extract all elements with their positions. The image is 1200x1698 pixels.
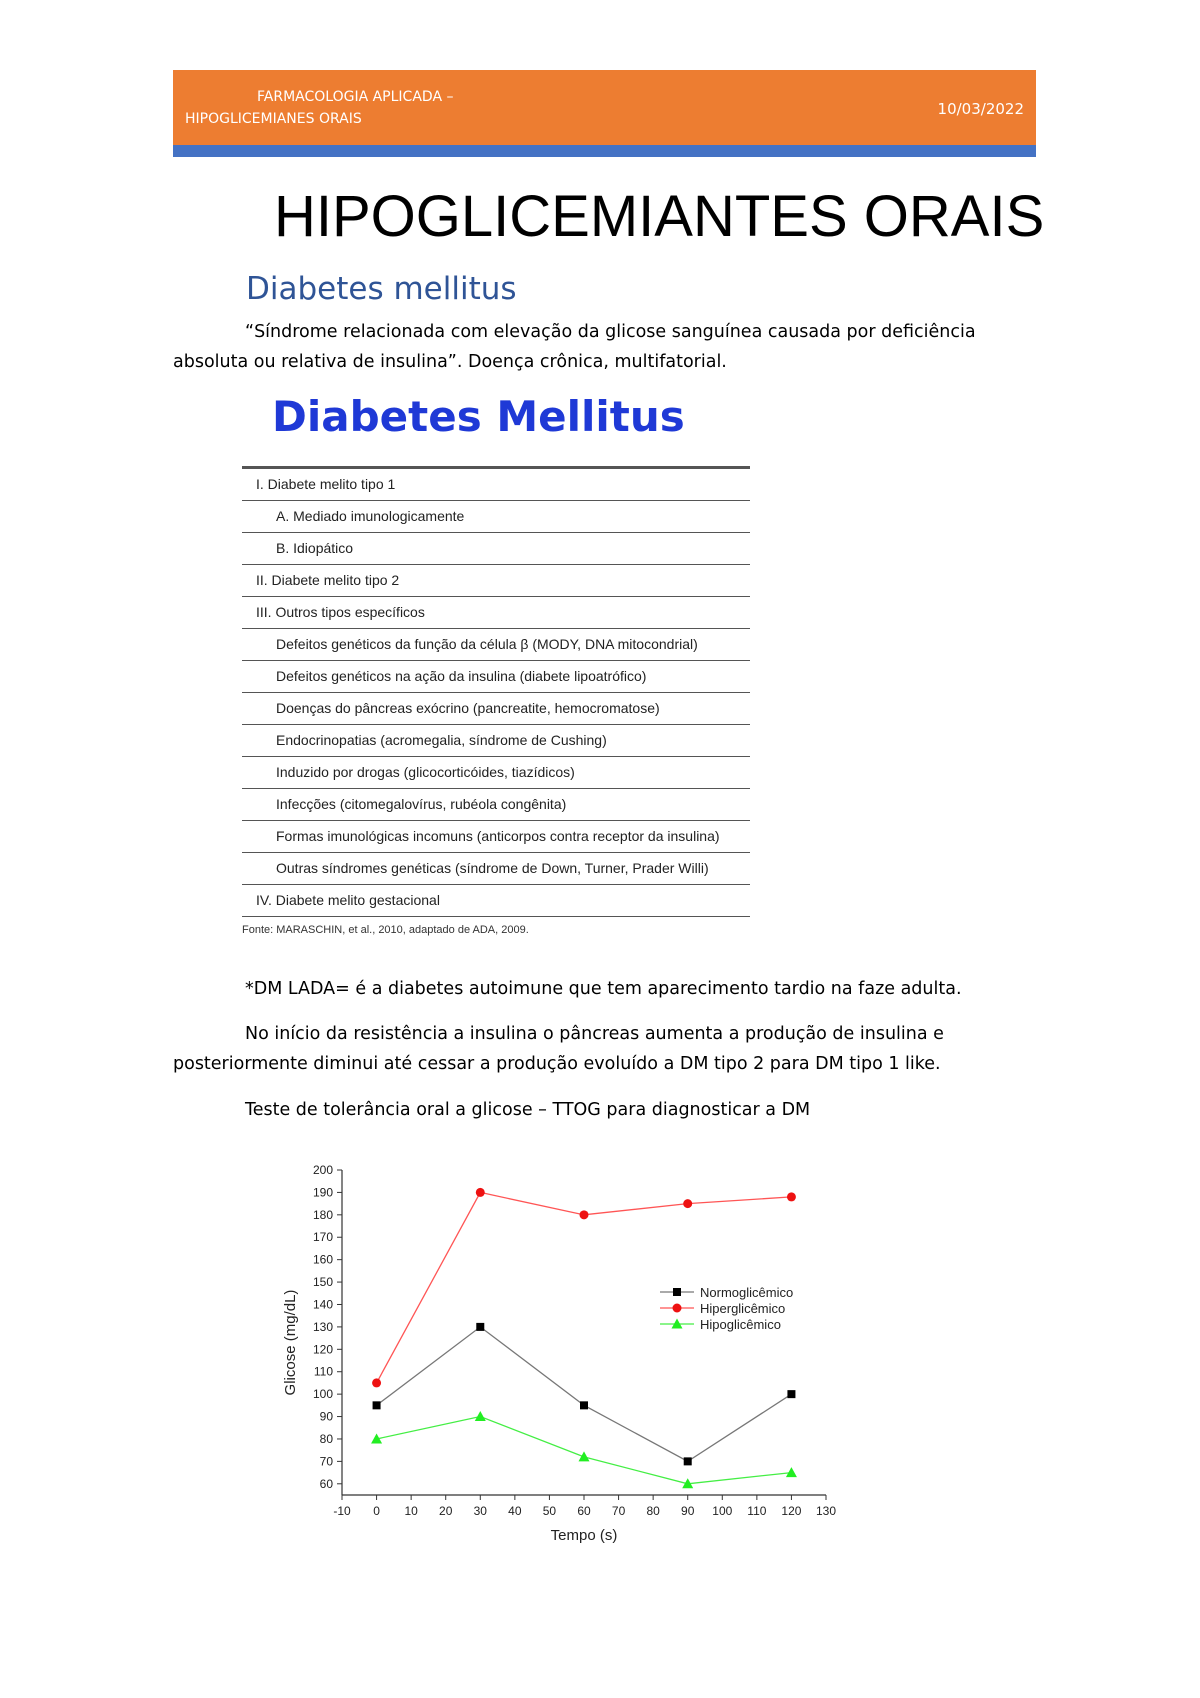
definition-line-1: “Síndrome relacionada com elevação da glicose sanguínea causada por deficiência xyxy=(245,322,976,342)
section-heading: Diabetes mellitus xyxy=(246,271,517,307)
y-tick-label: 100 xyxy=(312,1387,333,1402)
x-tick-label: 10 xyxy=(404,1504,418,1518)
legend-label: Hiperglicêmico xyxy=(700,1301,786,1316)
y-axis-label: Glicose (mg/dL) xyxy=(282,1289,299,1396)
x-tick-label: 90 xyxy=(681,1504,695,1518)
data-point xyxy=(787,1390,795,1398)
x-tick-label: 30 xyxy=(473,1504,487,1518)
classification-table xyxy=(242,466,750,917)
ttog-paragraph xyxy=(173,1095,1053,1125)
table-row: Defeitos genéticos na ação da insulina (diabete lipoatrófico) xyxy=(242,661,750,693)
y-tick-label: 110 xyxy=(313,1364,333,1379)
y-tick-label: 170 xyxy=(312,1230,333,1245)
table-row: B. Idiopático xyxy=(242,533,750,565)
y-tick-label: 120 xyxy=(312,1342,333,1357)
page-header xyxy=(173,70,1036,145)
x-tick-label: 50 xyxy=(542,1504,557,1518)
table-row: Formas imunológicas incomuns (anticorpos contra receptor da insulina) xyxy=(242,821,750,853)
data-point xyxy=(373,1401,381,1409)
table-row: II. Diabete melito tipo 2 xyxy=(242,565,750,597)
definition-paragraph xyxy=(173,317,1053,377)
header-rule xyxy=(173,145,1036,157)
table-row: Induzido por drogas (glicocorticóides, tiazídicos) xyxy=(242,757,750,789)
document-title: HIPOGLICEMIANTES ORAIS xyxy=(274,184,1045,249)
resistance-paragraph xyxy=(173,1019,1053,1079)
header-date: 10/03/2022 xyxy=(937,100,1024,118)
y-tick-label: 80 xyxy=(319,1431,333,1446)
x-tick-label: 40 xyxy=(508,1504,522,1518)
table-row: Infecções (citomegalovírus, rubéola congênita) xyxy=(242,789,750,821)
x-tick-label: 80 xyxy=(646,1504,660,1518)
figure-title: Diabetes Mellitus xyxy=(272,392,685,441)
y-tick-label: 130 xyxy=(312,1319,333,1334)
y-tick-label: 180 xyxy=(312,1207,333,1222)
legend-label: Normoglicêmico xyxy=(700,1285,794,1300)
ttog-text: Teste de tolerância oral a glicose – TTOG para diagnosticar a DM xyxy=(245,1100,811,1120)
x-tick-label: 100 xyxy=(712,1504,733,1518)
x-tick-label: 20 xyxy=(439,1504,453,1518)
x-tick-label: 120 xyxy=(781,1504,802,1518)
classification-figure xyxy=(240,392,760,957)
table-row: Defeitos genéticos da função da célula β (MODY, DNA mitocondrial) xyxy=(242,629,750,661)
data-point xyxy=(684,1457,692,1465)
data-point xyxy=(579,1451,590,1461)
x-axis-label: Tempo (s) xyxy=(550,1527,618,1544)
resistance-line-1: No início da resistência a insulina o pâncreas aumenta a produção de insulina e xyxy=(245,1024,944,1044)
table-row: A. Mediado imunologicamente xyxy=(242,501,750,533)
lada-note xyxy=(173,974,1053,1004)
x-tick-label: 0 xyxy=(373,1504,380,1518)
x-tick-label: 110 xyxy=(747,1504,767,1518)
data-point xyxy=(372,1378,381,1387)
table-row: Outras síndromes genéticas (síndrome de Down, Turner, Prader Willi) xyxy=(242,853,750,885)
data-point xyxy=(786,1467,797,1477)
y-tick-label: 150 xyxy=(312,1275,333,1290)
x-tick-label: -10 xyxy=(333,1504,351,1518)
definition-line-2: absoluta ou relativa de insulina”. Doença crônica, multifatorial. xyxy=(173,352,727,372)
y-tick-label: 90 xyxy=(319,1409,333,1424)
data-point xyxy=(580,1210,589,1219)
table-row: III. Outros tipos específicos xyxy=(242,597,750,629)
y-tick-label: 70 xyxy=(319,1454,333,1469)
data-point xyxy=(683,1199,692,1208)
x-tick-label: 60 xyxy=(577,1504,591,1518)
series-line xyxy=(377,1327,792,1461)
data-point xyxy=(476,1188,485,1197)
data-point xyxy=(475,1411,486,1421)
figure-source: Fonte: MARASCHIN, et al., 2010, adaptado de ADA, 2009. xyxy=(242,924,529,936)
series-line xyxy=(377,1417,792,1484)
x-tick-label: 130 xyxy=(815,1504,837,1518)
header-topic: HIPOGLICEMIANES ORAIS xyxy=(185,111,362,127)
legend-marker xyxy=(673,1304,682,1313)
chart-svg xyxy=(270,1155,860,1555)
y-tick-label: 200 xyxy=(312,1163,333,1177)
y-tick-label: 60 xyxy=(319,1476,333,1491)
table-row: Doenças do pâncreas exócrino (pancreatite, hemocromatose) xyxy=(242,693,750,725)
legend-label: Hipoglicêmico xyxy=(700,1317,781,1332)
y-tick-label: 190 xyxy=(312,1185,333,1200)
resistance-line-2: posteriormente diminui até cessar a produção evoluído a DM tipo 2 para DM tipo 1 like. xyxy=(173,1054,941,1074)
x-tick-label: 70 xyxy=(611,1504,626,1518)
table-row: IV. Diabete melito gestacional xyxy=(242,885,750,917)
table-row: I. Diabete melito tipo 1 xyxy=(242,466,750,501)
legend-marker xyxy=(673,1288,681,1296)
header-course-title: FARMACOLOGIA APLICADA – xyxy=(257,89,454,105)
glucose-tolerance-chart xyxy=(270,1155,860,1555)
y-tick-label: 160 xyxy=(312,1252,333,1267)
table-row: Endocrinopatias (acromegalia, síndrome de Cushing) xyxy=(242,725,750,757)
lada-note-text: *DM LADA= é a diabetes autoimune que tem aparecimento tardio na faze adulta. xyxy=(245,979,962,999)
data-point xyxy=(787,1192,796,1201)
data-point xyxy=(580,1401,588,1409)
data-point xyxy=(476,1323,484,1331)
y-tick-label: 140 xyxy=(312,1297,333,1312)
